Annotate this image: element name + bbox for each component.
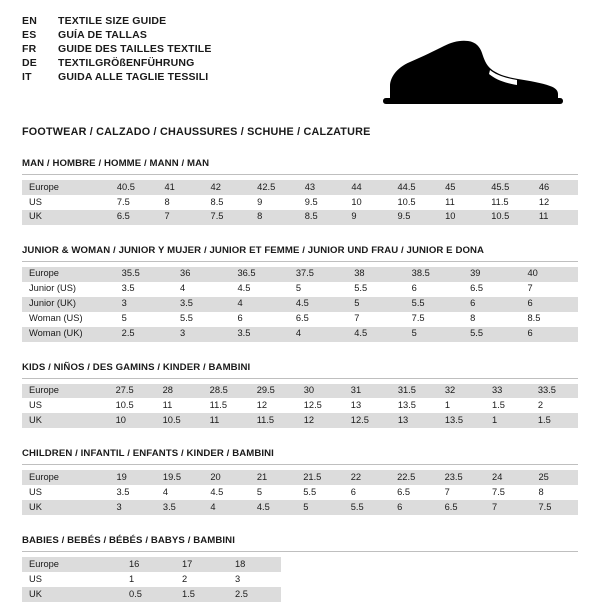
size-table	[22, 267, 578, 342]
size-cell: 11	[532, 210, 578, 225]
size-cell: 46	[532, 180, 578, 195]
size-cell: 23.5	[438, 470, 485, 485]
row-label: Woman (US)	[29, 313, 83, 324]
size-cell: 5	[405, 327, 463, 342]
size-cell: 22.5	[390, 470, 437, 485]
size-cell: 10.5	[156, 413, 203, 428]
row-label: Europe	[22, 267, 115, 282]
size-cell: 44.5	[390, 180, 438, 195]
size-cell: 5.5	[303, 486, 317, 497]
language-row	[22, 58, 211, 72]
size-cell: 5	[296, 500, 343, 515]
size-cell: 37.5	[289, 267, 347, 282]
size-cell: 3	[235, 573, 241, 584]
size-cell: 7.5	[531, 500, 578, 515]
size-cell: 4.5	[237, 283, 251, 294]
size-cell: 36	[173, 267, 230, 282]
size-cell: 3.5	[156, 500, 203, 515]
size-cell: 1	[485, 413, 531, 428]
language-title-list-body	[22, 16, 211, 85]
table-row	[22, 413, 578, 428]
table-row	[22, 398, 578, 413]
size-cell: 7.5	[411, 313, 425, 324]
size-cell: 7.5	[204, 210, 251, 225]
language-row	[22, 30, 211, 44]
size-cell: 4	[203, 500, 249, 515]
size-cell: 45	[438, 180, 484, 195]
size-cell: 9	[257, 196, 263, 207]
size-group-babies	[22, 535, 578, 602]
size-cell: 32	[438, 384, 485, 399]
size-cell: 9	[344, 210, 390, 225]
size-cell: 12.5	[344, 413, 391, 428]
size-cell: 7.5	[492, 486, 505, 497]
group-title: CHILDREN / INFANTIL / ENFANTS / KINDER / BAMBINI	[22, 448, 274, 460]
size-cell: 36.5	[230, 267, 288, 282]
row-label: US	[29, 573, 42, 584]
size-cell: 20	[203, 470, 249, 485]
language-title: GUIDE DES TAILLES TEXTILE	[58, 42, 212, 55]
size-cell: 8	[470, 313, 476, 324]
group-title: MAN / HOMBRE / HOMME / MANN / MAN	[22, 158, 210, 169]
divider	[22, 174, 578, 175]
size-cell: 10	[351, 196, 362, 207]
size-cell: 19	[109, 470, 155, 485]
row-label: UK	[22, 587, 122, 602]
size-cell: 44	[344, 180, 390, 195]
size-cell: 6	[463, 297, 520, 312]
size-cell: 6	[520, 327, 578, 342]
row-label: US	[29, 400, 42, 411]
size-cell: 10.5	[397, 196, 416, 207]
size-cell: 10	[109, 413, 156, 428]
size-cell: 5	[256, 486, 262, 497]
size-cell: 40	[520, 267, 578, 282]
size-cell: 19.5	[156, 470, 203, 485]
size-cell: 12	[297, 413, 344, 428]
size-cell: 13	[350, 400, 362, 411]
size-table	[22, 470, 578, 515]
size-cell: 3	[173, 327, 230, 342]
size-cell: 10	[438, 210, 484, 225]
dress-shoe-icon	[372, 34, 572, 114]
language-title-list	[22, 16, 211, 85]
size-cell: 1	[444, 400, 451, 411]
language-title: GUIDA ALLE TAGLIE TESSILI	[58, 70, 209, 83]
table-row	[22, 312, 578, 327]
size-cell: 29.5	[250, 384, 297, 399]
row-label: Europe	[22, 384, 109, 399]
size-cell: 3.5	[116, 486, 130, 497]
size-cell: 3.5	[173, 297, 230, 312]
size-cell: 11.5	[491, 196, 509, 207]
language-code: FR	[22, 42, 37, 55]
size-cell: 13	[391, 413, 438, 428]
size-group-man	[22, 158, 578, 225]
size-cell: 7	[354, 313, 360, 324]
language-code: ES	[22, 28, 37, 41]
group-title: KIDS / NIÑOS / DES GAMINS / KINDER / BAMBINI	[22, 361, 251, 373]
row-label: Europe	[22, 180, 110, 195]
size-cell: 8.5	[210, 196, 224, 207]
size-cell: 42.5	[250, 180, 298, 195]
size-cell: 8	[538, 486, 544, 497]
size-cell: 4.5	[250, 500, 296, 515]
size-cell: 5.5	[180, 313, 193, 324]
table-row	[22, 282, 578, 297]
size-cell: 33	[485, 384, 531, 399]
size-cell: 3	[115, 297, 173, 312]
size-cell: 4	[180, 283, 186, 294]
size-cell: 35.5	[115, 267, 173, 282]
table-row	[22, 327, 578, 342]
size-cell: 8.5	[527, 313, 541, 324]
size-cell: 6.5	[110, 210, 158, 225]
row-label: Junior (US)	[29, 283, 77, 294]
size-cell: 7	[485, 500, 531, 515]
size-cell: 4	[289, 327, 347, 342]
size-table	[22, 384, 578, 429]
size-cell: 8.5	[298, 210, 345, 225]
size-cell: 6	[237, 313, 243, 324]
size-table	[22, 180, 578, 225]
size-cell: 6.5	[397, 486, 411, 497]
size-cell: 28	[156, 384, 203, 399]
size-cell: 42	[204, 180, 251, 195]
table-row	[22, 180, 578, 195]
divider	[22, 464, 578, 465]
size-cell: 3.5	[230, 327, 288, 342]
size-cell: 41	[157, 180, 203, 195]
language-title: GUÍA DE TALLAS	[58, 28, 148, 41]
size-cell: 22	[344, 470, 390, 485]
group-title: JUNIOR & WOMAN / JUNIOR Y MUJER / JUNIOR ET FEMME / JUNIOR UND FRAU / JUNIOR E DONA	[22, 244, 485, 256]
size-cell: 11.5	[209, 400, 228, 411]
table-row	[22, 572, 281, 587]
table-row	[22, 384, 578, 399]
size-cell: 11	[162, 400, 173, 411]
size-cell: 11	[203, 413, 250, 428]
size-cell: 5	[295, 283, 302, 294]
size-cell: 9.5	[304, 196, 318, 207]
size-cell: 12	[538, 196, 550, 207]
size-cell: 24	[485, 470, 531, 485]
size-cell: 4.5	[347, 327, 404, 342]
size-cell: 33.5	[531, 384, 578, 399]
row-label: Europe	[22, 557, 122, 572]
row-label: US	[29, 486, 42, 497]
size-cell: 0.5	[122, 587, 175, 602]
size-group-kids	[22, 362, 578, 429]
table-row	[22, 267, 578, 282]
size-cell: 2.5	[228, 587, 281, 602]
divider	[22, 378, 578, 379]
size-cell: 5.5	[354, 283, 368, 294]
size-cell: 11	[445, 196, 455, 207]
table-row	[22, 297, 578, 312]
table-row	[22, 500, 578, 515]
language-code: IT	[22, 70, 32, 83]
size-cell: 6.5	[295, 313, 309, 324]
size-cell: 38	[347, 267, 404, 282]
size-cell: 31	[344, 384, 391, 399]
size-cell: 2	[182, 573, 188, 584]
size-cell: 7	[444, 486, 450, 497]
size-cell: 21.5	[296, 470, 343, 485]
size-cell: 7.5	[116, 196, 130, 207]
size-cell: 7	[527, 283, 533, 294]
divider	[22, 551, 578, 552]
size-cell: 31.5	[391, 384, 438, 399]
row-label: UK	[22, 413, 109, 428]
page-header	[22, 16, 578, 114]
size-cell: 5.5	[463, 327, 520, 342]
size-cell: 10.5	[115, 400, 134, 411]
size-cell: 6	[390, 500, 437, 515]
size-cell: 18	[228, 557, 281, 572]
size-cell: 1.5	[491, 400, 505, 411]
size-cell: 40.5	[110, 180, 158, 195]
size-cell: 3.5	[121, 283, 135, 294]
size-cell: 6	[411, 283, 417, 294]
size-cell: 38.5	[405, 267, 463, 282]
size-cell: 4	[162, 486, 169, 497]
language-title: TEXTILE SIZE GUIDE	[58, 15, 167, 27]
size-cell: 12.5	[303, 400, 322, 411]
size-cell: 8	[164, 196, 170, 207]
language-row	[22, 16, 211, 30]
size-cell: 4.5	[210, 486, 224, 497]
size-cell: 4	[230, 297, 288, 312]
size-cell: 13.5	[438, 413, 485, 428]
size-cell: 25	[531, 470, 578, 485]
table-row	[22, 470, 578, 485]
row-label: UK	[22, 500, 109, 515]
language-row	[22, 44, 211, 58]
size-cell: 28.5	[203, 384, 250, 399]
size-cell: 3	[109, 500, 155, 515]
size-table	[22, 557, 281, 602]
row-label: UK	[22, 210, 110, 225]
size-cell: 6.5	[470, 283, 483, 294]
language-code: DE	[22, 56, 37, 69]
size-cell: 8	[250, 210, 298, 225]
row-label: US	[29, 196, 42, 207]
size-cell: 4.5	[289, 297, 347, 312]
size-cell: 9.5	[390, 210, 438, 225]
size-cell: 2	[537, 400, 544, 411]
size-cell: 30	[297, 384, 344, 399]
divider	[22, 261, 578, 262]
size-cell: 39	[463, 267, 520, 282]
size-cell: 45.5	[484, 180, 532, 195]
size-cell: 6.5	[438, 500, 485, 515]
group-title: BABIES / BEBÉS / BÉBÉS / BABYS / BAMBINI	[22, 535, 235, 547]
table-row	[22, 557, 281, 572]
size-cell: 5	[121, 313, 127, 324]
size-group-junior-woman	[22, 245, 578, 342]
size-cell: 21	[250, 470, 296, 485]
size-cell: 6	[520, 297, 578, 312]
size-cell: 5.5	[405, 297, 463, 312]
size-cell: 13.5	[397, 400, 416, 411]
size-cell: 5	[347, 297, 404, 312]
row-label: Europe	[22, 470, 109, 485]
size-cell: 7	[157, 210, 203, 225]
language-code: EN	[22, 15, 37, 27]
size-cell: 11.5	[250, 413, 297, 428]
size-cell: 1.5	[175, 587, 228, 602]
table-row	[22, 195, 578, 210]
page-title: FOOTWEAR / CALZADO / CHAUSSURES / SCHUHE / CALZATURE	[22, 126, 371, 138]
language-title: TEXTILGRÖßENFÜHRUNG	[58, 56, 195, 69]
size-cell: 1	[129, 573, 135, 584]
row-label: Junior (UK)	[22, 297, 115, 312]
language-row	[22, 72, 211, 86]
table-row	[22, 485, 578, 500]
table-row	[22, 210, 578, 225]
size-cell: 1.5	[531, 413, 578, 428]
size-cell: 5.5	[344, 500, 390, 515]
size-group-children	[22, 448, 578, 515]
size-cell: 16	[122, 557, 175, 572]
size-cell: 27.5	[109, 384, 156, 399]
row-label: Woman (UK)	[22, 327, 115, 342]
size-cell: 43	[298, 180, 345, 195]
size-cell: 17	[175, 557, 228, 572]
size-cell: 2.5	[115, 327, 173, 342]
size-cell: 12	[256, 400, 268, 411]
size-cell: 6	[350, 486, 356, 497]
size-cell: 10.5	[484, 210, 532, 225]
